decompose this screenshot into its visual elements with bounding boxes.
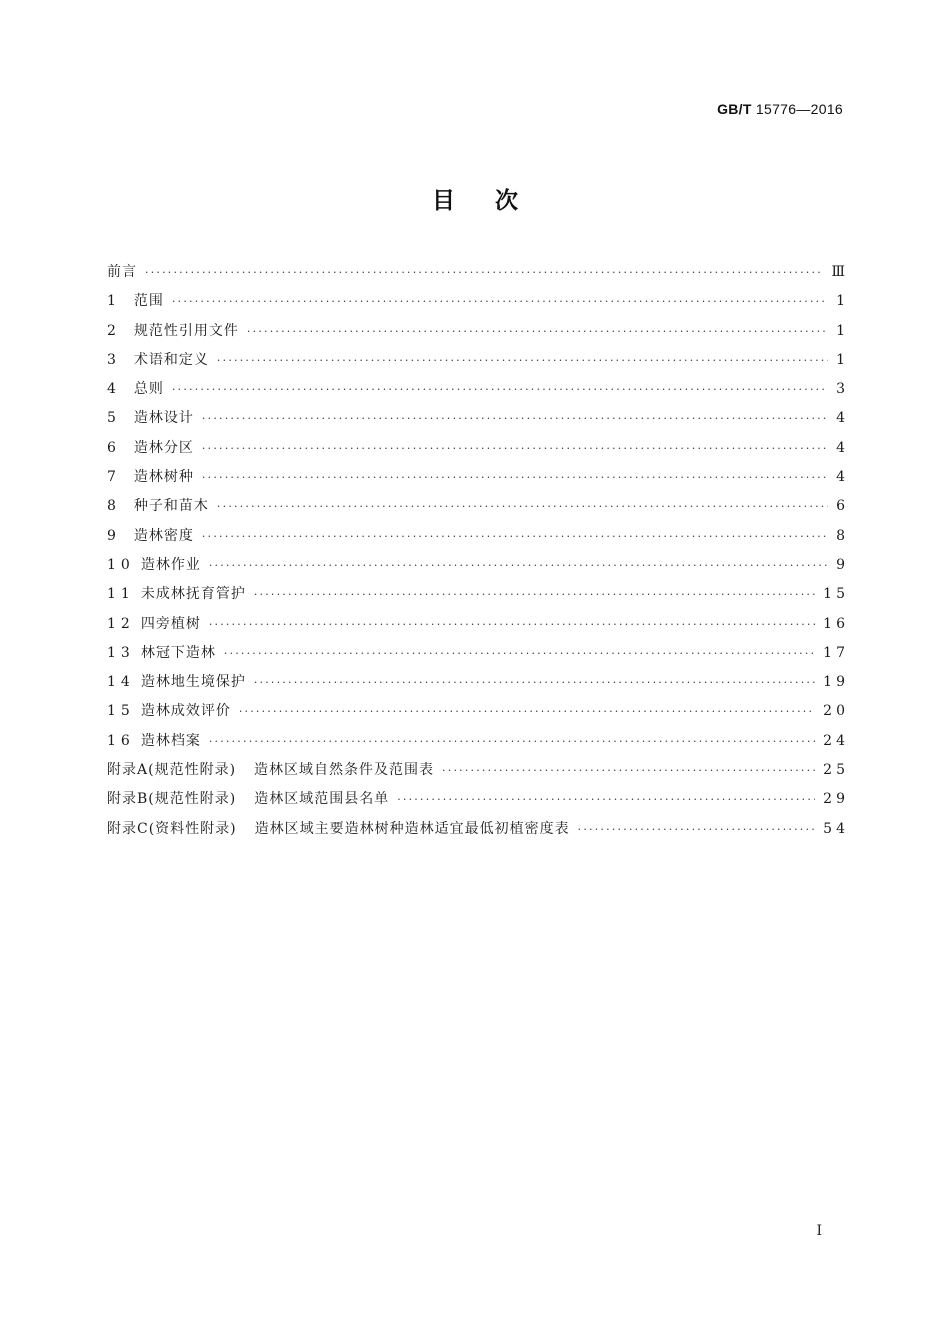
toc-entry[interactable] [107,727,849,756]
toc-entry[interactable] [107,815,849,844]
toc-leader-dots [254,580,815,609]
page-title: 目次 [432,188,558,214]
toc-leader-dots [202,434,828,463]
toc-entry-number: 11 [107,586,135,603]
toc-entry-number: 15 [107,703,135,720]
toc-entry-title: 种子和苗木 [133,498,209,515]
toc-leader-dots [209,727,815,756]
toc-entry[interactable] [107,375,849,404]
toc-entry[interactable] [107,697,849,726]
toc-entry-number: 9 [107,527,120,544]
toc-entry-page: 24 [823,732,849,749]
toc-entry-number: 6 [107,439,120,456]
toc-entry[interactable] [107,404,849,433]
toc-leader-dots [247,317,828,346]
toc-entry[interactable] [107,551,849,580]
toc-entry-number: 2 [107,322,120,339]
toc-entry-number: 附录B(规范性附录) [107,791,237,808]
toc-entry-title: 造林地生境保护 [140,674,246,691]
toc-entry-number: 1 [107,293,120,310]
toc-entry-number: 13 [107,644,135,661]
toc-entry-title: 未成林抚育管护 [140,586,246,603]
toc-entry-title: 林冠下造林 [140,644,216,661]
toc-entry-title: 造林成效评价 [140,703,231,720]
toc-entry[interactable] [107,610,849,639]
toc-leader-dots [209,551,828,580]
toc-leader-dots [172,375,828,404]
toc-entry-number: 14 [107,674,135,691]
toc-entry[interactable] [107,522,849,551]
toc-entry-title: 范围 [133,293,164,310]
toc-entry-title: 造林作业 [140,556,201,573]
toc-entry-page: 29 [823,791,849,808]
toc-entry-page: 25 [823,762,849,779]
toc-leader-dots [209,610,815,639]
toc-entry-number: 10 [107,556,135,573]
toc-leader-dots [145,258,823,287]
toc-entry-title: 四旁植树 [140,615,201,632]
toc-entry-number: 附录A(规范性附录) [107,762,237,779]
toc-entry-title: 造林树种 [133,469,194,486]
toc-entry-title: 造林设计 [133,410,194,427]
standard-code [717,101,843,117]
toc-entry[interactable] [107,756,849,785]
toc-entry-number: 3 [107,351,120,368]
toc-leader-dots [202,463,828,492]
toc-entry-page: 8 [836,527,849,544]
toc-entry[interactable] [107,580,849,609]
toc-entry[interactable] [107,434,849,463]
toc-entry-number: 4 [107,381,120,398]
table-of-contents [107,258,849,844]
toc-entry[interactable] [107,492,849,521]
toc-entry-page: 20 [823,703,849,720]
page-number: I [816,1223,822,1239]
toc-entry-title: 造林区域范围县名单 [254,791,390,808]
toc-entry-page: 3 [836,381,849,398]
toc-entry[interactable] [107,317,849,346]
toc-entry-number: 附录C(资料性附录) [107,820,237,837]
toc-entry-number: 7 [107,469,120,486]
toc-leader-dots [254,668,815,697]
toc-entry-title: 造林档案 [140,732,201,749]
toc-entry-page: 15 [823,586,849,603]
toc-leader-dots [172,287,828,316]
toc-entry-title: 总则 [133,381,164,398]
toc-entry[interactable] [107,785,849,814]
toc-leader-dots [397,785,815,814]
toc-entry[interactable] [107,258,849,287]
toc-leader-dots [442,756,815,785]
toc-entry-page: 54 [823,820,849,837]
toc-entry-page: 17 [823,644,849,661]
toc-entry-title: 规范性引用文件 [133,322,239,339]
toc-entry-number: 16 [107,732,135,749]
toc-entry[interactable] [107,668,849,697]
standard-prefix: GB/T [717,101,752,117]
toc-entry-page: 19 [823,674,849,691]
toc-entry[interactable] [107,346,849,375]
toc-leader-dots [217,346,828,375]
toc-entry-number: 5 [107,410,120,427]
toc-entry-number: 12 [107,615,135,632]
toc-entry-title: 造林密度 [133,527,194,544]
toc-leader-dots [217,492,828,521]
standard-number: 15776—2016 [755,101,843,117]
toc-entry-page: 4 [836,439,849,456]
toc-entry[interactable] [107,287,849,316]
toc-entry-page: 1 [836,293,849,310]
toc-entry[interactable] [107,639,849,668]
toc-entry-number: 8 [107,498,120,515]
toc-entry-page: 1 [836,322,849,339]
toc-entry-page: 1 [836,351,849,368]
toc-entry-title: 造林区域自然条件及范围表 [254,762,435,779]
toc-entry-title: 造林区域主要造林树种造林适宜最低初植密度表 [254,820,570,837]
toc-leader-dots [202,522,828,551]
toc-entry-title: 前言 [107,264,137,280]
toc-entry-page: 9 [836,556,849,573]
toc-entry-title: 造林分区 [133,439,194,456]
toc-leader-dots [224,639,815,668]
toc-leader-dots [578,815,816,844]
toc-entry-page: 6 [836,498,849,515]
toc-leader-dots [239,697,815,726]
toc-entry[interactable] [107,463,849,492]
toc-entry-page: 16 [823,615,849,632]
toc-entry-title: 术语和定义 [133,351,209,368]
toc-entry-page: 4 [836,410,849,427]
toc-entry-page: Ⅲ [831,264,849,280]
toc-leader-dots [202,404,828,433]
toc-entry-page: 4 [836,469,849,486]
